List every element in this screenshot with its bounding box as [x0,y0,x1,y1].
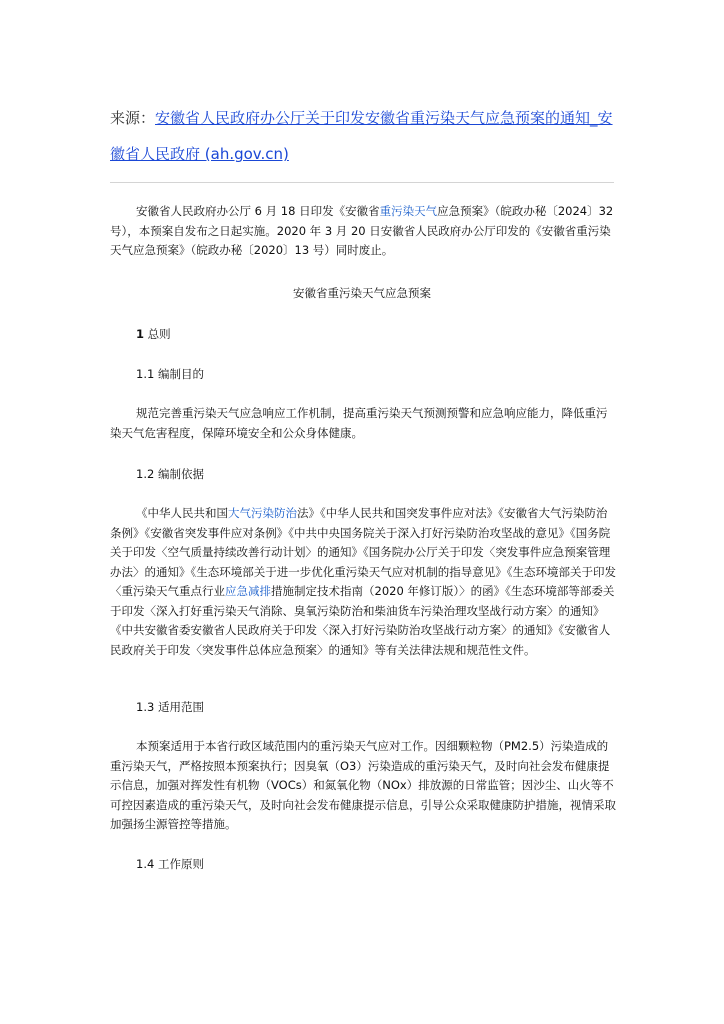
keyword-link[interactable]: 大气污染防治 [228,506,297,520]
paragraph-1-1: 规范完善重污染天气应急响应工作机制，提高重污染天气预测预警和应急响应能力，降低重污染天气危害程度，保障环境安全和公众身体健康。 [110,406,608,440]
subsection-heading-1-2: 1.2 编制依据 [136,467,204,481]
subsection-heading-1-1: 1.1 编制目的 [136,367,204,381]
source-line [110,100,620,172]
keyword-link[interactable]: 重污染天气 [379,204,438,218]
document-title: 安徽省重污染天气应急预案 [293,286,431,300]
paragraph-1-3: 本预案适用于本省行政区域范围内的重污染天气应对工作。因细颗粒物（PM2.5）污染造成的重污染天气，严格按照本预案执行；因臭氧（O3）污染造成的重污染天气，及时向社会发布健康提示信息，加强对挥发性有机物（VOCs）和氮氧化物（NOx）排放源的日常监管；因沙尘、山火等不可控因素造成的重污染天气，及时向社会发布健康提示信息，引导公众采取健康防护措施，视情采取加强扬尘源管控等措施。 [110,739,616,831]
intro-text-2: 应急预案》（皖政办秘〔2024〕32 号），本预案自发布之日起实施。2020 年 3 月 20 日安徽省人民政府办公厅印发的《安徽省重污染天气应急预案》（皖政办秘〔2020〕13 号）同时废止。 [110,204,614,257]
subsection-heading-1-3: 1.3 适用范围 [136,700,204,714]
p12-text-1: 《中华人民共和国 [136,506,228,520]
intro-text-1: 安徽省人民政府办公厅 6 月 18 日印发《安徽省 [136,204,380,218]
source-link[interactable]: 安徽省人民政府办公厅关于印发安徽省重污染天气应急预案的通知_安徽省人民政府 (ah.gov.cn) [110,109,613,163]
keyword-link[interactable]: 应急减排 [225,584,271,598]
section-number: 1 [136,327,145,341]
source-prefix: 来源： [110,109,156,127]
p12-text-3: 措施制定技术指南（2020 年修订版）〉的函》《生态环境部等部委关于印发〈深入打好重污染天气消除、臭氧污染防治和柴油货车污染治理攻坚战行动方案〉的通知》《中共安徽省委安徽省人民政府关于印发〈深入打好污染防治攻坚战行动方案〉的通知》《安徽省人民政府关于印发〈突发事件总体应急预案〉的通知》等有关法律法规和规范性文件。 [110,584,615,657]
paragraph-1-2 [110,504,618,660]
divider [110,182,614,183]
p12-text-2: 法》《中华人民共和国突发事件应对法》《安徽省大气污染防治条例》《安徽省突发事件应对条例》《中共中央国务院关于深入打好污染防治攻坚战的意见》《国务院关于印发〈空气质量持续改善行动计划〉的通知》《国务院办公厅关于印发〈突发事件应急预案管理办法〉的通知》《生态环境部关于进一步优化重污染天气应对机制的指导意见》《生态环境部关于印发〈重污染天气重点行业 [110,506,616,598]
subsection-heading-1-4: 1.4 工作原则 [136,857,204,871]
section-title: 总则 [144,327,171,341]
section-heading-1 [136,325,171,344]
intro-paragraph [110,202,618,261]
